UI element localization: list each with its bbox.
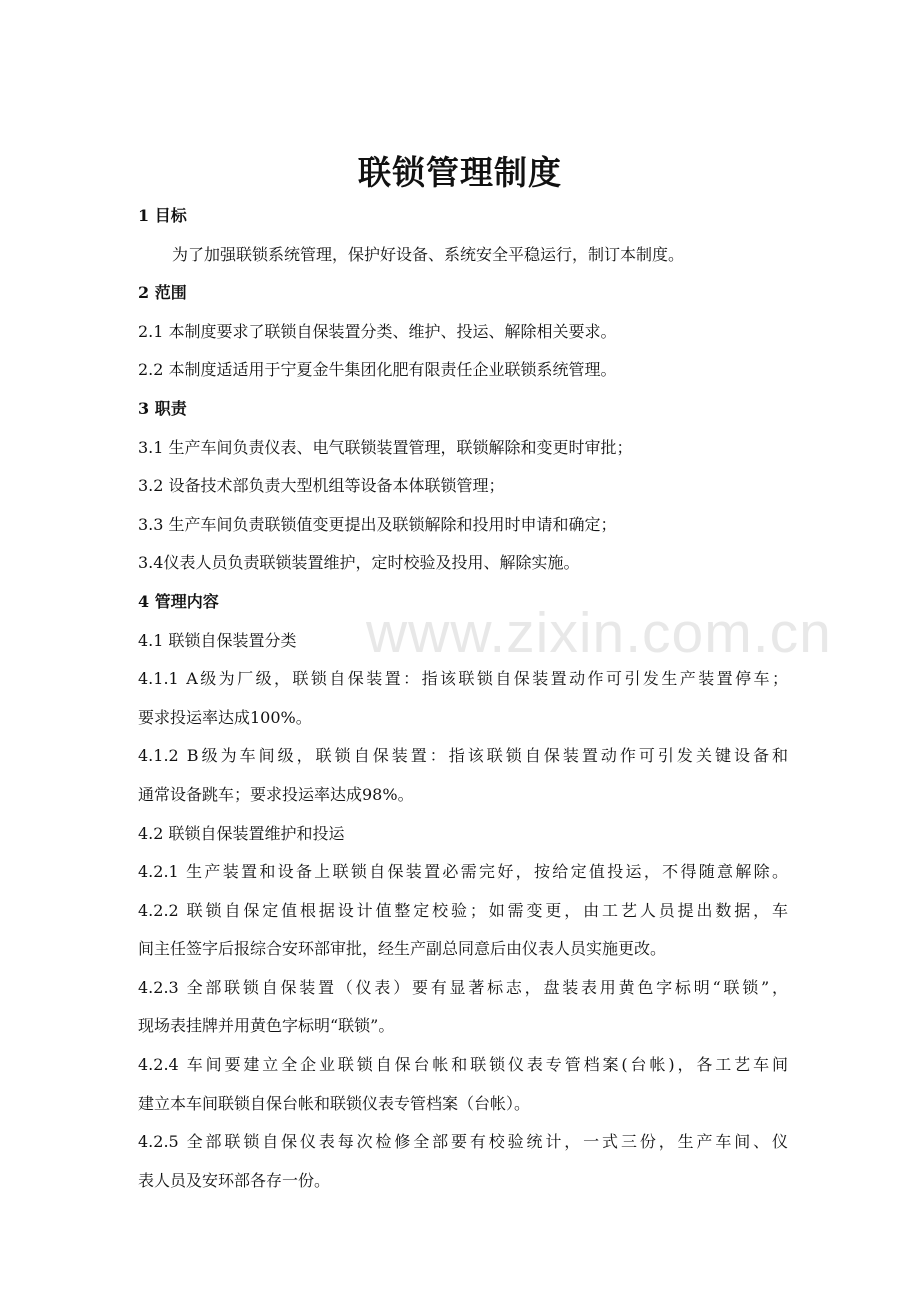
clause: 4.2.1 生产装置和设备上联锁自保装置必需完好，按给定值投运，不得随意解除。 — [138, 862, 788, 882]
clause: 4.1.2 B级为车间级，联锁自保装置：指该联锁自保装置动作可引发关键设备和 — [138, 746, 788, 766]
watermark: www.zixin.com.cn — [366, 601, 832, 665]
document-title: 联锁管理制度 — [358, 153, 562, 192]
clause: 4.2.3 全部联锁自保装置（仪表）要有显著标志，盘装表用黄色字标明“联锁”， — [138, 977, 788, 997]
clause: 4.2.5 全部联锁自保仪表每次检修全部要有校验统计，一式三份，生产车间、仪 — [138, 1132, 788, 1152]
clause: 4.1.1 A级为厂级，联锁自保装置：指该联锁自保装置动作可引发生产装置停车； — [138, 669, 788, 689]
clause: 3.2 设备技术部负责大型机组等设备本体联锁管理； — [138, 476, 505, 496]
section-heading-responsibilities: 3 职责 — [138, 398, 187, 418]
clause: 3.4仪表人员负责联锁装置维护，定时校验及投用、解除实施。 — [138, 553, 580, 573]
clause-continuation: 通常设备跳车；要求投运率达成98%。 — [138, 784, 414, 804]
paragraph: 为了加强联锁系统管理，保护好设备、系统安全平稳运行，制订本制度。 — [172, 244, 685, 264]
section-heading-management: 4 管理内容 — [138, 591, 219, 611]
section-heading-objective: 1 目标 — [138, 206, 187, 225]
clause-continuation: 现场表挂牌并用黄色字标明“联锁”。 — [138, 1016, 395, 1036]
clause-continuation: 建立本车间联锁自保台帐和联锁仪表专管档案（台帐）。 — [138, 1093, 531, 1113]
clause-continuation: 间主任签字后报综合安环部审批，经生产副总同意后由仪表人员实施更改。 — [138, 939, 667, 959]
clause: 2.1 本制度要求了联锁自保装置分类、维护、投运、解除相关要求。 — [138, 321, 617, 341]
clause: 4.2.4 车间要建立全企业联锁自保台帐和联锁仪表专管档案(台帐)，各工艺车间 — [138, 1055, 788, 1075]
clause: 3.3 生产车间负责联锁值变更提出及联锁解除和投用时申请和确定； — [138, 514, 617, 534]
clause-continuation: 表人员及安环部各存一份。 — [138, 1170, 331, 1190]
clause-continuation: 要求投运率达成100%。 — [138, 707, 312, 727]
document-body — [138, 197, 788, 1200]
clause: 4.2.2 联锁自保定值根据设计值整定校验；如需变更，由工艺人员提出数据，车 — [138, 900, 788, 920]
section-heading-scope: 2 范围 — [138, 283, 187, 303]
subsection-heading: 4.2 联锁自保装置维护和投运 — [138, 823, 345, 843]
subsection-heading: 4.1 联锁自保装置分类 — [138, 630, 297, 650]
clause: 3.1 生产车间负责仪表、电气联锁装置管理，联锁解除和变更时审批； — [138, 437, 633, 457]
clause: 2.2 本制度适适用于宁夏金牛集团化肥有限责任企业联锁系统管理。 — [138, 360, 617, 380]
